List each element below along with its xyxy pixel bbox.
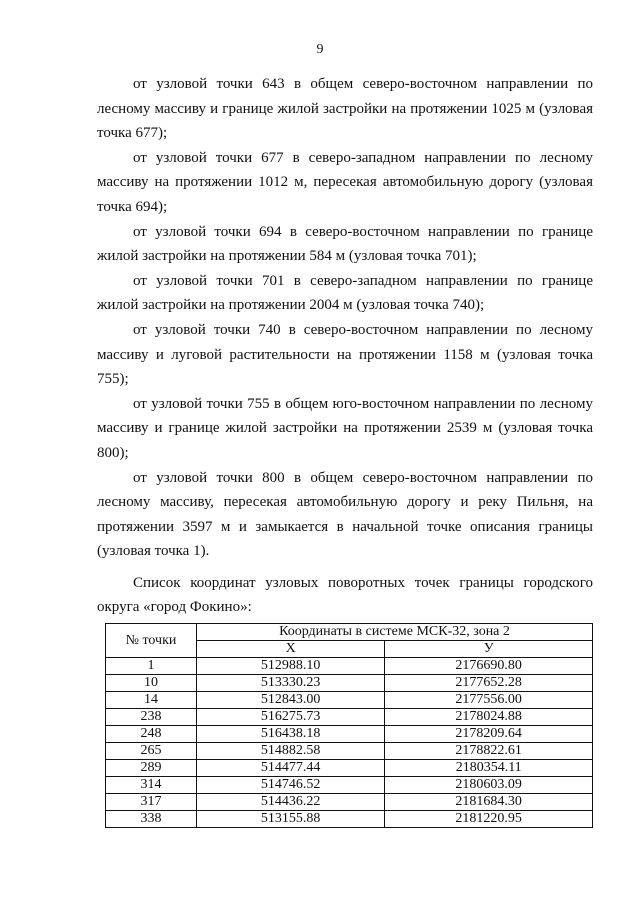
cell-x: 512988.10 [197,658,385,675]
cell-x: 516275.73 [197,709,385,726]
paragraph: от узловой точки 694 в северо-восточном направлении по границе жилой застройки на протяжении 584 м (узловая точка 701); [97,223,593,265]
table-row [106,743,593,760]
table-caption: Список координат узловых поворотных точек границы городского округа «город Фокино»: [97,574,593,616]
cell-point: 289 [106,760,197,777]
paragraph: от узловой точки 701 в северо-западном направлении по границе жилой застройки на протяжении 2004 м (узловая точка 740); [97,272,593,314]
cell-point: 314 [106,777,197,794]
header-y: У [385,641,593,658]
header-coords: Координаты в системе МСК-32, зона 2 [197,624,593,641]
cell-point: 1 [106,658,197,675]
cell-point: 265 [106,743,197,760]
cell-point: 238 [106,709,197,726]
paragraph: от узловой точки 643 в общем северо-восточном направлении по лесному массиву и границе жилой застройки на протяжении 1025 м (узловая точка 677); [97,76,593,142]
cell-y: 2177652.28 [385,675,593,692]
cell-x: 514882.58 [197,743,385,760]
table-row [106,726,593,743]
paragraph: от узловой точки 800 в общем северо-восточном направлении по лесному массиву, пересекая автомобильную дорогу и реку Пильня, на протяжении 3597 м и замыкается в начальной точке описания границы (узловая точка 1). [97,469,593,560]
table-body [106,658,593,828]
table-row [106,777,593,794]
cell-y: 2178209.64 [385,726,593,743]
cell-y: 2178822.61 [385,743,593,760]
header-x: Х [197,641,385,658]
body-text [97,72,593,620]
cell-point: 317 [106,794,197,811]
cell-x: 514436.22 [197,794,385,811]
cell-point: 10 [106,675,197,692]
paragraph: от узловой точки 755 в общем юго-восточном направлении по лесному массиву и границе жилой застройки на протяжении 2539 м (узловая точка 800); [97,395,593,461]
table-row [106,709,593,726]
cell-x: 512843.00 [197,692,385,709]
paragraph: от узловой точки 677 в северо-западном направлении по лесному массиву на протяжении 1012 м, пересекая автомобильную дорогу (узловая точка 694); [97,149,593,215]
cell-x: 514477.44 [197,760,385,777]
cell-x: 514746.52 [197,777,385,794]
cell-y: 2180354.11 [385,760,593,777]
cell-y: 2178024.88 [385,709,593,726]
table-row [106,760,593,777]
cell-point: 338 [106,811,197,828]
header-point: № точки [106,624,197,658]
coordinates-table [105,623,593,828]
cell-y: 2176690.80 [385,658,593,675]
cell-y: 2177556.00 [385,692,593,709]
table-row [106,811,593,828]
cell-x: 513330.23 [197,675,385,692]
table-row [106,692,593,709]
coordinates-table-container [105,623,593,828]
cell-point: 248 [106,726,197,743]
cell-y: 2181220.95 [385,811,593,828]
page-number: 9 [316,42,324,57]
cell-y: 2180603.09 [385,777,593,794]
cell-x: 513155.88 [197,811,385,828]
table-row [106,658,593,675]
paragraph: от узловой точки 740 в северо-восточном направлении по лесному массиву и луговой растительности на протяжении 1158 м (узловая точка 755); [97,321,593,388]
cell-x: 516438.18 [197,726,385,743]
table-row [106,675,593,692]
cell-y: 2181684.30 [385,794,593,811]
cell-point: 14 [106,692,197,709]
table-row [106,794,593,811]
